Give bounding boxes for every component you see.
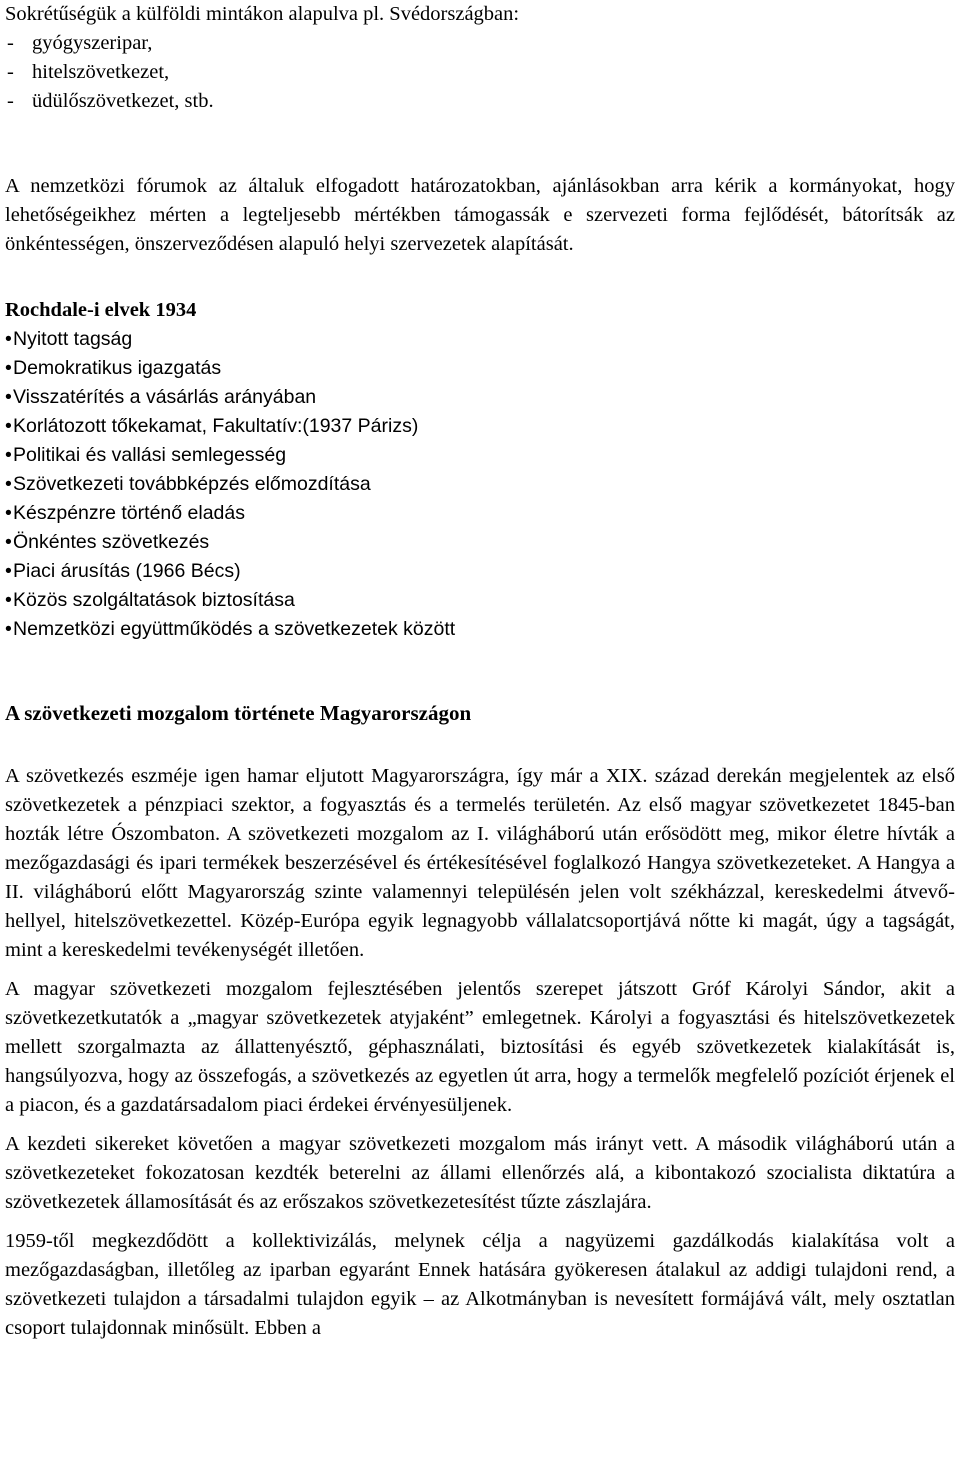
principle-item <box>5 557 955 586</box>
bullet-marker: • <box>5 560 12 582</box>
list-item <box>7 87 955 116</box>
list-item <box>7 29 955 58</box>
principle-text: Piaci árusítás (1966 Bécs) <box>13 560 241 582</box>
bullet-marker: • <box>5 618 12 640</box>
principle-item <box>5 586 955 615</box>
history-heading: A szövetkezeti mozgalom története Magyarországon <box>5 701 472 725</box>
principle-text: Szövetkezeti továbbképzés előmozdítása <box>13 473 371 495</box>
principle-text: Visszatérítés a vásárlás arányában <box>13 386 317 408</box>
principle-item <box>5 325 955 354</box>
principle-text: Nyitott tagság <box>13 328 133 350</box>
intro-lead: Sokrétűségük a külföldi mintákon alapulva pl. Svédországban: <box>5 3 520 25</box>
principle-text: Közös szolgáltatások biztosítása <box>13 589 295 611</box>
principle-text: Korlátozott tőkekamat, Fakultatív:(1937 Párizs) <box>13 415 419 437</box>
history-paragraph: A kezdeti sikereket követően a magyar szövetkezeti mozgalom más irányt vett. A második világháború után a szövetkezeteket fokozatosan kezdték beterelni az állami ellenőrzés alá, a kibontakozó szocialista diktatúra a szövetkezetek államosítását és az erőszakos szövetkezetesítést tűzte zászlajára. <box>5 1133 955 1213</box>
rochdale-heading: Rochdale-i elvek 1934 <box>5 299 197 321</box>
bullet-marker: • <box>5 357 12 379</box>
principle-item <box>5 470 955 499</box>
principle-item <box>5 354 955 383</box>
rochdale-principles-list <box>5 325 955 644</box>
principle-item <box>5 412 955 441</box>
bullet-marker: • <box>5 328 12 350</box>
document-page <box>5 0 955 1343</box>
bullet-marker: • <box>5 415 12 437</box>
history-paragraph: A magyar szövetkezeti mozgalom fejlesztésében jelentős szerepet játszott Gróf Károlyi Sándor, akit a szövetkezetkutatók a „magyar szövetkezetek atyjaként” emlegetnek. Károlyi a fogyasztási és hitelszövetkezetek mellett szorgalmazta az állattenyésztő, géphasználati, biztosítási és egyéb szövetkezetek kialakítását is, hangsúlyozva, hogy az összefogás, a szövetkezés az egyetlen út arra, hogy a termelők megfelelő pozíciót érjenek el a piacon, és a gazdatársadalom piaci érdekei érvényesüljenek. <box>5 978 955 1116</box>
history-paragraph: A szövetkezés eszméje igen hamar eljutott Magyarországra, így már a XIX. század derekán megjelentek az első szövetkezetek a pénzpiaci szektor, a fogyasztás és a termelés területén. Az első magyar szövetkezetet 1845-ban hozták létre Ószombaton. A szövetkezeti mozgalom az I. világháború után erősödött meg, mikor életre hívták a mezőgazdasági és ipari termékek beszerzésével és értékesítésével foglalkozó Hangya szövetkezeteket. A Hangya a II. világháború előtt Magyarország szinte valamennyi településén jelen volt székházzal, kereskedelmi átvevő-hellyel, hitelszövetkezettel. Közép-Európa egyik legnagyobb vállalatcsoportjává nőtte ki magát, úgy a tagságát, mint a kereskedelmi tevékenységét illetően. <box>5 765 955 961</box>
principle-text: Készpénzre történő eladás <box>13 502 245 524</box>
principle-item <box>5 528 955 557</box>
principle-text: Nemzetközi együttműködés a szövetkezetek között <box>13 618 456 640</box>
list-item-text: gyógyszeripar, <box>32 32 153 54</box>
principle-text: Politikai és vallási semlegesség <box>13 444 287 466</box>
principle-item <box>5 441 955 470</box>
dash-marker: - <box>7 90 14 112</box>
forum-paragraph: A nemzetközi fórumok az általuk elfogadott határozatokban, ajánlásokban arra kérik a kormányokat, hogy lehetőségeikhez mérten a legteljesebb mértékben támogassák e szervezeti forma fejlődését, bátorítsák az önkéntességen, önszerveződésen alapuló helyi szervezetek alapítását. <box>5 175 955 255</box>
dash-marker: - <box>7 32 14 54</box>
product-list <box>5 29 955 116</box>
principle-text: Önkéntes szövetkezés <box>13 531 210 553</box>
history-paragraph: 1959-től megkezdődött a kollektivizálás, melynek célja a nagyüzemi gazdálkodás kialakítása volt a mezőgazdaságban, illetőleg az iparban egyaránt Ennek hatására gyökeresen átalakul az addigi tulajdoni rend, a szövetkezeti tulajdon a társadalmi tulajdon egyik – az Alkotmányban is nevesített formájává vált, mely osztatlan csoport tulajdonnak minősült. Ebben a <box>5 1230 955 1339</box>
bullet-marker: • <box>5 444 12 466</box>
list-item-text: üdülőszövetkezet, stb. <box>32 90 214 112</box>
principle-item <box>5 615 955 644</box>
bullet-marker: • <box>5 502 12 524</box>
principle-text: Demokratikus igazgatás <box>13 357 222 379</box>
bullet-marker: • <box>5 386 12 408</box>
bullet-marker: • <box>5 473 12 495</box>
principle-item <box>5 499 955 528</box>
principle-item <box>5 383 955 412</box>
list-item <box>7 58 955 87</box>
bullet-marker: • <box>5 531 12 553</box>
bullet-marker: • <box>5 589 12 611</box>
dash-marker: - <box>7 61 14 83</box>
list-item-text: hitelszövetkezet, <box>32 61 170 83</box>
